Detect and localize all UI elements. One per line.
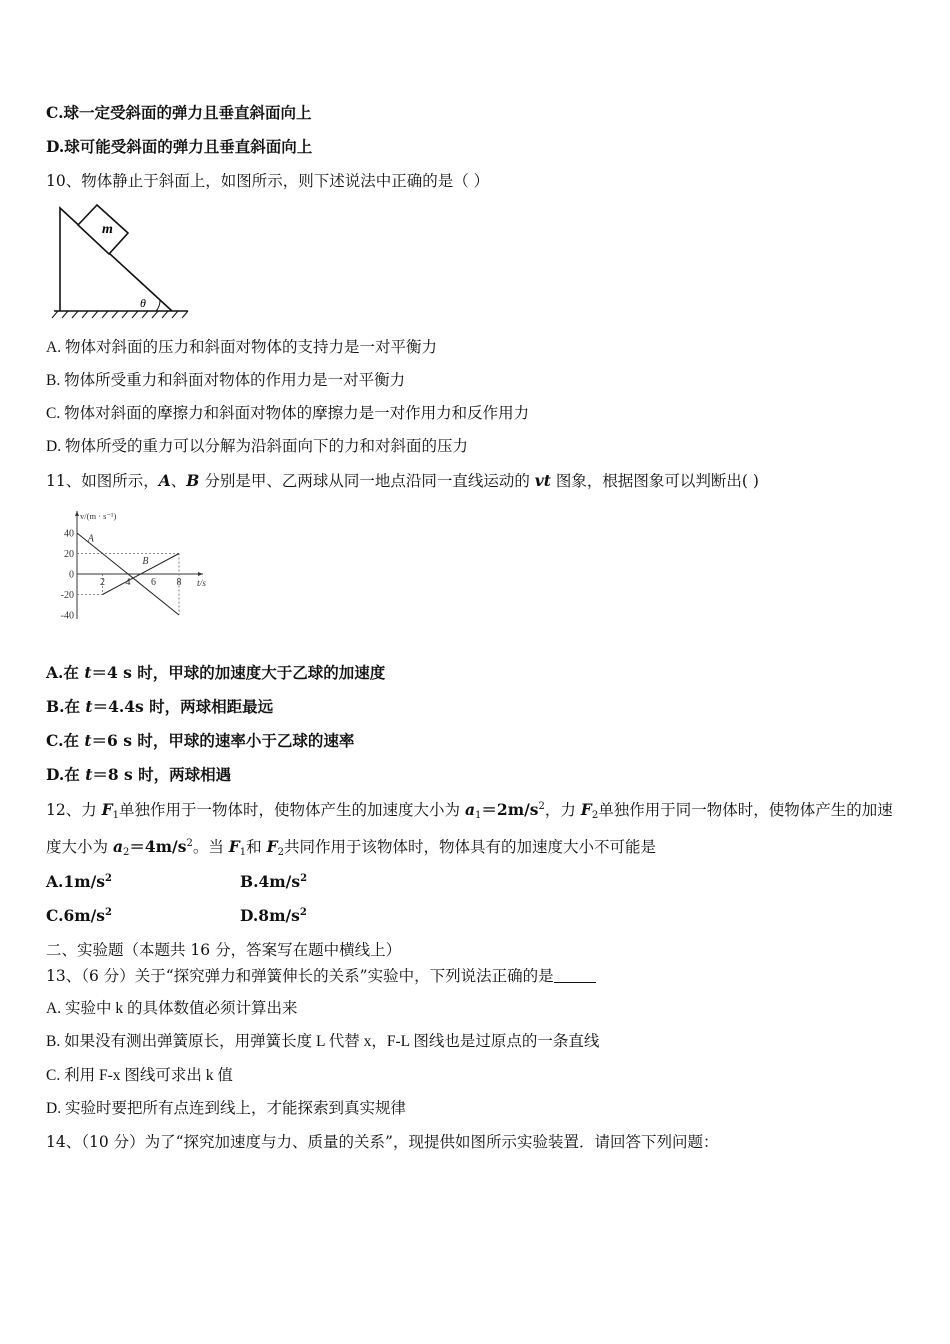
- answer-blank: [554, 968, 596, 983]
- q10-option-c: C. 物体对斜面的摩擦力和斜面对物体的摩擦力是一对作用力和反作用力: [46, 405, 530, 422]
- q10-option-d: D. 物体所受的重力可以分解为沿斜面向下的力和对斜面的压力: [46, 438, 468, 455]
- series-label-A: A: [87, 533, 94, 545]
- q11-option-b: B.在 t＝4.4s 时，两球相距最远: [46, 697, 274, 716]
- q10-option-b: B. 物体所受重力和斜面对物体的作用力是一对平衡力: [46, 372, 406, 389]
- q12-stem-line1: 12、力 $F_1$单独作用于一物体时，使物体产生的加速度大小为 $a_1=2m/s^2$，力 $F_2$单独作用于同一物体时，使物体产生的加速: [46, 800, 893, 821]
- q11-option-a: A.在 t＝4 s 时，甲球的加速度大于乙球的加速度: [46, 663, 386, 682]
- section-heading: 二、实验题（本题共 16 分，答案写在题中横线上）: [46, 941, 402, 959]
- y-tick-label: -40: [60, 610, 74, 622]
- mass-label: m: [102, 222, 113, 237]
- y-tick-label: 40: [64, 528, 74, 540]
- y-tick-label: 20: [64, 549, 74, 560]
- y-axis-label: v/(m · s⁻¹): [80, 511, 117, 521]
- series-label-B: B: [142, 555, 149, 567]
- y-tick-label: 0: [69, 569, 74, 581]
- y-axis-arrow: [75, 511, 79, 516]
- q12-option-c: $C.6m/s^2$: [46, 906, 113, 925]
- incline-figure: [50, 203, 192, 321]
- q13-option-d: D. 实验时要把所有点连到线上，才能探索到真实规律: [46, 1100, 406, 1117]
- q12-option-a: $A.1m/s^2$: [46, 872, 112, 891]
- q13-option-b: B. 如果没有测出弹簧原长，用弹簧长度 L 代替 x，F-L 图线也是过原点的一条直线: [46, 1033, 600, 1050]
- q13-option-a: A. 实验中 k 的具体数值必须计算出来: [46, 1000, 298, 1017]
- x-tick-label: 2: [100, 577, 105, 588]
- x-tick-label: 8: [176, 577, 182, 588]
- x-tick-label: 6: [151, 577, 156, 588]
- q10-stem: 10、物体静止于斜面上，如图所示，则下述说法中正确的是（ ）: [46, 172, 490, 190]
- q11-stem: 11、如图所示，A、B 分别是甲、乙两球从同一地点沿同一直线运动的 vt 图象，根据图象可以判断出( ): [46, 471, 759, 490]
- x-axis-arrow: [198, 572, 203, 576]
- q11-option-d: D.在 t＝8 s 时，两球相遇: [46, 765, 232, 784]
- q11-option-c: C.在 t＝6 s 时，甲球的速率小于乙球的速率: [46, 731, 355, 750]
- q14-stem: 14、（10 分）为了“探究加速度与力、质量的关系”，现提供如图所示实验装置．请回答下列问题：: [46, 1133, 719, 1151]
- q10-option-a: A. 物体对斜面的压力和斜面对物体的支持力是一对平衡力: [46, 339, 437, 356]
- x-tick-label: 4: [125, 577, 131, 588]
- y-tick-label: -20: [60, 590, 74, 601]
- q12-option-b: $B.4m/s^2$: [240, 872, 308, 891]
- q13-option-c: C. 利用 F-x 图线可求出 k 值: [46, 1067, 233, 1084]
- q13-stem: 13、（6 分）关于“探究弹力和弹簧伸长的关系”实验中，下列说法正确的是: [46, 966, 596, 986]
- x-axis-label: t/s: [197, 579, 206, 589]
- q12-option-d: $D.8m/s^2$: [240, 906, 307, 925]
- vt-chart: [55, 505, 220, 630]
- q12-stem-line2: 度大小为 $a_2=4m/s^2$。当 $F_1$和 $F_2$共同作用于该物体时，物体具有的加速度大小不可能是: [46, 837, 656, 858]
- q9-option-c: C.球一定受斜面的弹力且垂直斜面向上: [46, 103, 312, 122]
- angle-label: θ: [140, 296, 146, 310]
- q9-option-d: D.球可能受斜面的弹力且垂直斜面向上: [46, 137, 313, 156]
